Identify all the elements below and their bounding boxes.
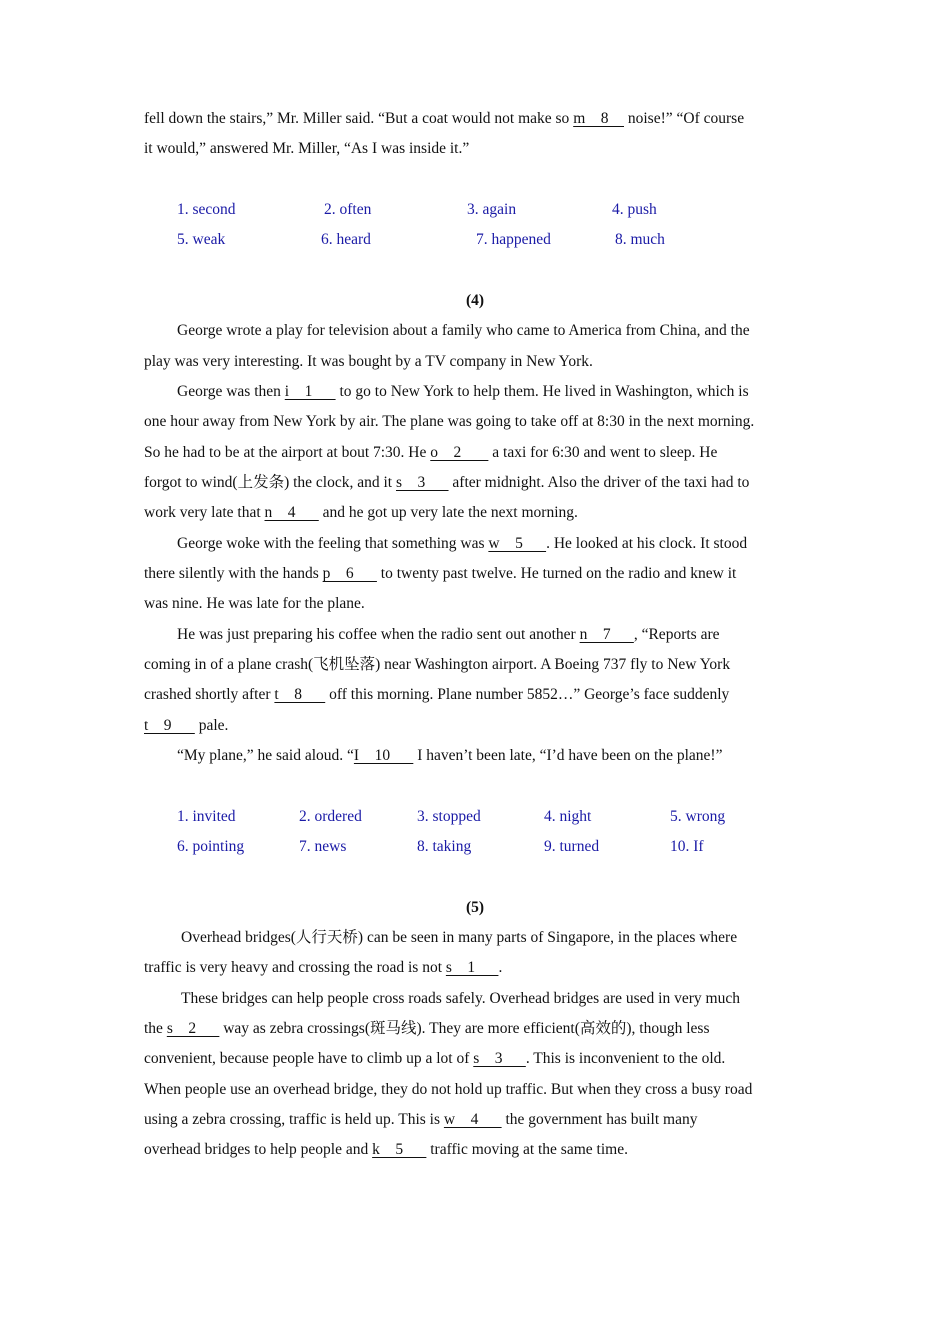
blank-2: s 2 — [166, 1020, 220, 1037]
paragraph-line: Overhead bridges(人行天桥) can be seen in many parts of Singapore, in the places where — [181, 929, 738, 946]
paragraph-line — [177, 534, 747, 554]
answer-item: 3. again — [467, 201, 517, 218]
blank-9: t 9 — [144, 717, 195, 734]
paragraph-line — [144, 443, 717, 463]
blank-5: w 5 — [488, 535, 547, 552]
paragraph-line — [177, 382, 749, 402]
text: traffic moving at the same time. — [426, 1141, 628, 1158]
answer-item: 7. news — [299, 838, 347, 855]
text: So he had to be at the airport at bout 7:30. He — [144, 444, 431, 461]
text: to twenty past twelve. He turned on the radio and knew it — [376, 565, 737, 582]
paragraph-line: coming in of a plane crash(飞机坠落) near Washington airport. A Boeing 737 fly to New York — [144, 656, 731, 673]
paragraph-line — [144, 1140, 628, 1160]
answer-item: 5. weak — [177, 231, 226, 248]
text: fell down the stairs,” Mr. Miller said. “But a coat would not make so — [144, 110, 574, 127]
text: the — [144, 1020, 167, 1037]
passage3-line-2: it would,” answered Mr. Miller, “As I was inside it.” — [144, 140, 470, 157]
paragraph-line — [144, 1019, 709, 1039]
paragraph-line — [144, 473, 749, 493]
paragraph-line — [144, 716, 228, 736]
text: overhead bridges to help people and — [144, 1141, 373, 1158]
text: noise!” “Of course — [624, 110, 745, 127]
text: a taxi for 6:30 and went to sleep. He — [488, 444, 718, 461]
text: George woke with the feeling that something was — [177, 535, 489, 552]
paragraph-line — [177, 746, 722, 766]
text: George was then — [177, 383, 285, 400]
paragraph-line — [177, 625, 720, 645]
text: after midnight. Also the driver of the taxi had to — [448, 474, 750, 491]
answer-item: 1. second — [177, 201, 236, 218]
blank-4: n 4 — [264, 504, 319, 521]
text: crashed shortly after — [144, 686, 275, 703]
blank-5: k 5 — [372, 1141, 427, 1158]
answer-item: 8. taking — [417, 838, 472, 855]
blank-1: s 1 — [445, 959, 499, 976]
paragraph-line — [144, 564, 736, 584]
answer-item: 4. night — [544, 808, 592, 825]
answer-item: 2. ordered — [299, 808, 362, 825]
blank-2: o 2 — [430, 444, 489, 461]
answer-item: 4. push — [612, 201, 657, 218]
text: He was just preparing his coffee when the radio sent out another — [177, 626, 580, 643]
text: way as zebra crossings(斑马线). They are more efficient(高效的), though less — [219, 1020, 710, 1037]
paragraph-line — [144, 503, 578, 523]
text: using a zebra crossing, traffic is held up. This is — [144, 1111, 444, 1128]
text: . — [498, 959, 503, 976]
paragraph-line: George wrote a play for television about a family who came to America from China, and the — [177, 322, 750, 339]
answer-item: 6. pointing — [177, 838, 245, 855]
answer-item: 9. turned — [544, 838, 600, 855]
paragraph-line — [144, 1110, 697, 1130]
paragraph-line: When people use an overhead bridge, they do not hold up traffic. But when they cross a busy road — [144, 1081, 753, 1098]
answer-item: 6. heard — [321, 231, 371, 248]
passage3-line-1 — [144, 109, 744, 129]
paragraph-line: play was very interesting. It was bought by a TV company in New York. — [144, 353, 593, 370]
blank-3: s 3 — [473, 1050, 526, 1067]
text: traffic is very heavy and crossing the road is not — [144, 959, 446, 976]
text: the government has built many — [501, 1111, 698, 1128]
text: I haven’t been late, “I’d have been on the plane!” — [413, 747, 723, 764]
blank-1: i 1 — [284, 383, 336, 400]
text: there silently with the hands — [144, 565, 323, 582]
text: and he got up very late the next morning. — [318, 504, 578, 521]
paragraph-line: These bridges can help people cross roads safely. Overhead bridges are used in very much — [181, 990, 740, 1007]
blank-7: n 7 — [579, 626, 634, 643]
blank-8: m 8 — [573, 110, 624, 127]
text: convenient, because people have to climb up a lot of — [144, 1050, 474, 1067]
text: off this morning. Plane number 5852…” George’s face suddenly — [325, 686, 730, 703]
paragraph-line — [144, 685, 729, 705]
answer-item: 2. often — [324, 201, 372, 218]
section-heading-5: (5) — [465, 899, 485, 916]
blank-3: s 3 — [395, 474, 449, 491]
paragraph-line: was nine. He was late for the plane. — [144, 595, 365, 612]
paragraph-line — [144, 958, 502, 978]
text: work very late that — [144, 504, 265, 521]
blank-6: p 6 — [322, 565, 377, 582]
answer-item: 7. happened — [476, 231, 551, 248]
blank-8: t 8 — [274, 686, 326, 703]
text: forgot to wind(上发条) the clock, and it — [144, 474, 396, 491]
paragraph-line: one hour away from New York by air. The plane was going to take off at 8:30 in the next morning. — [144, 413, 755, 430]
text: . This is inconvenient to the old. — [525, 1050, 726, 1067]
blank-10: I 10 — [353, 747, 414, 764]
answer-item: 8. much — [615, 231, 665, 248]
paragraph-line — [144, 1049, 725, 1069]
text: . He looked at his clock. It stood — [546, 535, 748, 552]
text: to go to New York to help them. He lived in Washington, which is — [335, 383, 749, 400]
section-heading-4: (4) — [465, 292, 485, 309]
answer-item: 5. wrong — [670, 808, 726, 825]
answer-item: 3. stopped — [417, 808, 481, 825]
text: “My plane,” he said aloud. “ — [177, 747, 354, 764]
answer-item: 1. invited — [177, 808, 236, 825]
blank-4: w 4 — [443, 1111, 502, 1128]
answer-item: 10. If — [670, 838, 704, 855]
text: pale. — [194, 717, 229, 734]
text: , “Reports are — [633, 626, 720, 643]
